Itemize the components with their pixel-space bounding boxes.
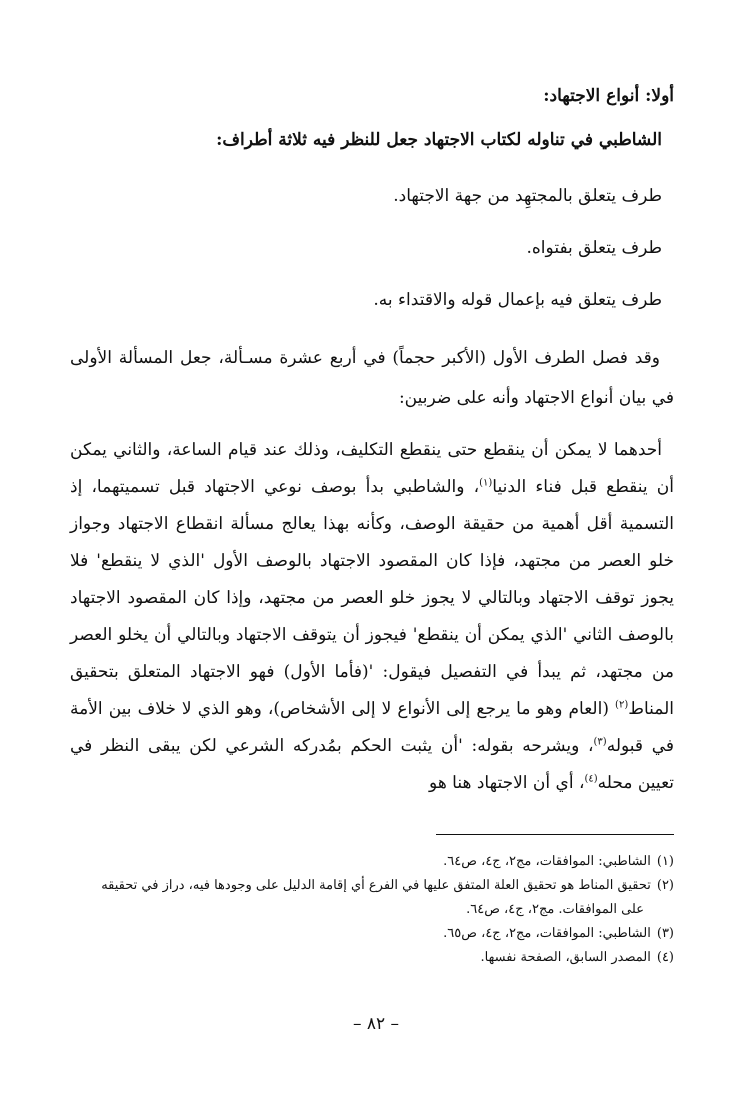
side-item-3: طرف يتعلق فيه بإعمال قوله والاقتداء به. [373, 290, 662, 310]
footnote-number: (٤) [656, 950, 674, 965]
footnote-ref-1: (١) [479, 477, 493, 489]
paragraph-text: ، أي أن الاجتهاد هنا هو [429, 773, 585, 793]
footnote-number: (٣) [656, 926, 674, 941]
footnote-ref-2: (٢) [615, 699, 629, 711]
page-number: – ٨٢ – [352, 1014, 400, 1034]
side-item-1: طرف يتعلق بالمجتهِد من جهة الاجتهاد. [393, 186, 662, 206]
footnote-1 [70, 850, 674, 874]
side-item-2: طرف يتعلق بفتواه. [526, 238, 662, 258]
footnote-number: (٢) [656, 878, 674, 893]
footnote-3 [70, 922, 674, 946]
section-heading: أولا: أنواع الاجتهاد: [543, 86, 674, 106]
paragraph-ijtihad-types [70, 432, 674, 802]
footnote-number: (١) [656, 854, 674, 869]
footnote-text: تحقيق المناط هو تحقيق العلة المتفق عليها في الفرع أي إقامة الدليل على وجودها فيه، دراز في تحقيقه [101, 878, 651, 893]
paragraph-text: (العام وهو ما يرجع إلى الأنواع لا إلى الأشخاص)، وهو الذي لا خلاف بين الأمة في قبوله [70, 699, 674, 756]
footnote-ref-4: (٤) [584, 773, 598, 785]
paragraph-text: ، ويشرحه بقوله: 'أن يثبت الحكم بمُدركه الشرعي لكن يبقى النظر في تعيين محله [70, 736, 674, 793]
footnote-text: الشاطبي: الموافقات، مج٢، ج٤، ص٦٥. [443, 926, 651, 941]
paragraph-text: ، والشاطبي بدأ بوصف نوعي الاجتهاد قبل تسميتهما، إذ التسمية أقل أهمية من حقيقة الوصف، وكأنه بهذا يعالج مسألة انقطاع الاجتهاد وجواز خلو العصر من مجتهد، فإذا كان المقصود الاجتهاد بالوصف الأول 'الذي لا ينقطع' فلا يجوز توقف الاجتهاد وبالتالي لا يجوز خلو العصر من مجتهد، وإذا كان المقصود الاجتهاد بالوصف الثاني 'الذي يمكن أن ينقطع' فيجوز أن يتوقف الاجتهاد وبالتالي أن يخلو العصر من مجتهد، ثم يبدأ في التفصيل فيقول: '(فأما الأول) فهو الاجتهاد المتعلق بتحقيق المناط [70, 477, 674, 719]
paragraph-first-side: وقد فصل الطرف الأول (الأكبر حجماً) في أربع عشرة مسـألة، جعل المسألة الأولى في بيان أنواع الاجتهاد وأنه على ضربين: [70, 348, 674, 408]
footnote-text: الشاطبي: الموافقات، مج٢، ج٤، ص٦٤. [443, 854, 651, 869]
footnote-text: المصدر السابق، الصفحة نفسها. [480, 950, 651, 965]
footnote-separator [436, 834, 674, 835]
footnote-2-continuation: على الموافقات. مج٢، ج٤، ص٦٤. [466, 902, 644, 917]
footnote-2 [70, 874, 674, 898]
paragraph-text: أحدهما لا يمكن أن ينقطع حتى ينقطع التكليف، وذلك عند قيام الساعة، والثاني يمكن أن ينقطع قبل فناء الدنيا [70, 440, 674, 497]
book-page [70, 0, 674, 1098]
intro-sentence: الشاطبي في تناوله لكتاب الاجتهاد جعل للنظر فيه ثلاثة أطراف: [216, 130, 662, 150]
footnote-ref-3: (٣) [593, 736, 607, 748]
footnote-4 [70, 946, 674, 970]
footnotes [70, 850, 674, 970]
